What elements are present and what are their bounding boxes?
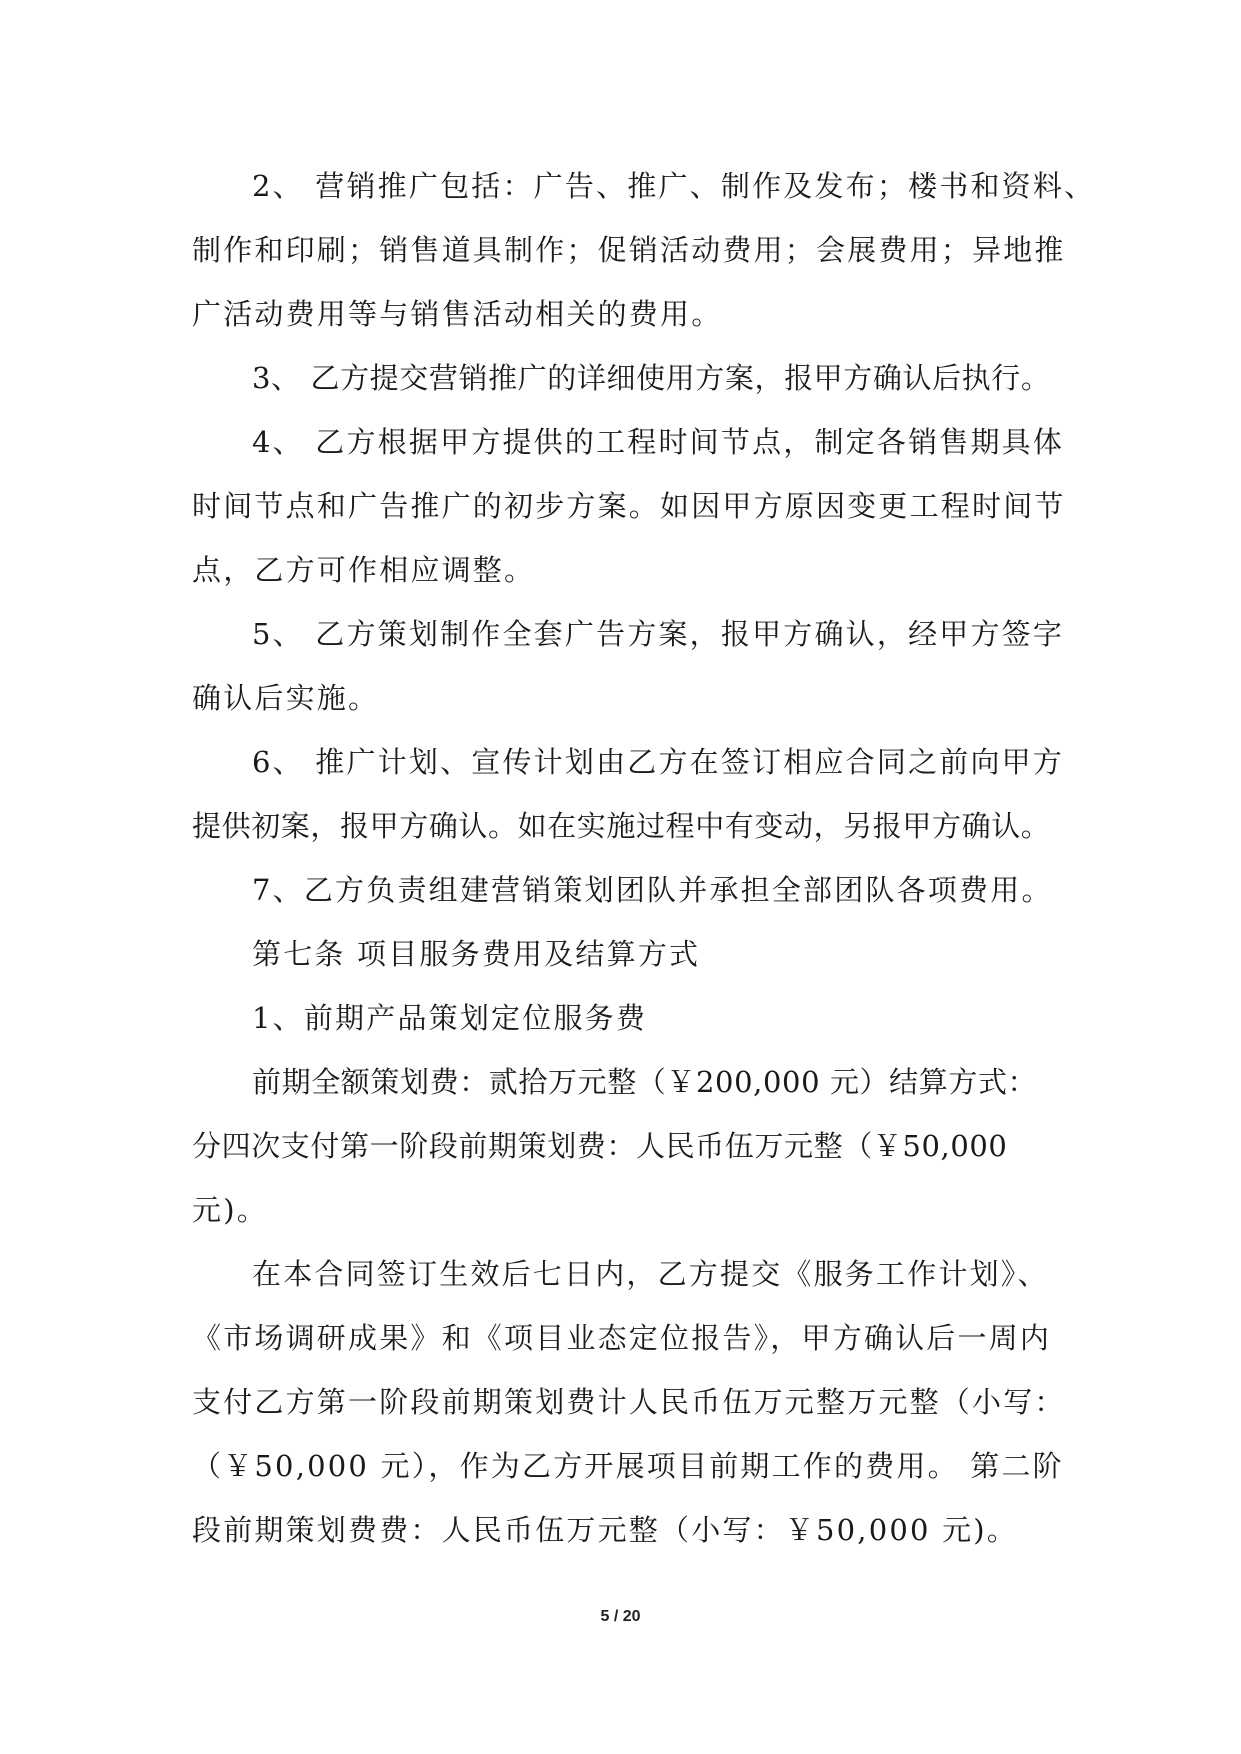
text-line: 制作和印刷；销售道具制作；促销活动费用；会展费用；异地推 <box>192 233 1066 267</box>
text-line: 5、 乙方策划制作全套广告方案，报甲方确认，经甲方签字 <box>252 617 1065 651</box>
text-line: 点，乙方可作相应调整。 <box>192 553 536 587</box>
text-line: 6、 推广计划、宣传计划由乙方在签订相应合同之前向甲方 <box>252 745 1065 779</box>
text-line: 广活动费用等与销售活动相关的费用。 <box>192 297 723 331</box>
text-line: 《市场调研成果》和《项目业态定位报告》，甲方确认后一周内 <box>192 1321 1052 1355</box>
text-line: 3、 乙方提交营销推广的详细使用方案，报甲方确认后执行。 <box>252 361 1051 395</box>
text-line: 元)。 <box>192 1193 268 1227</box>
text-line: 2、 营销推广包括：广告、推广、制作及发布；楼书和资料、 <box>252 169 1096 203</box>
text-line: 4、 乙方根据甲方提供的工程时间节点，制定各销售期具体 <box>252 425 1065 459</box>
text-line: 确认后实施。 <box>192 681 380 715</box>
document-body <box>192 154 1096 1562</box>
text-line: 时间节点和广告推广的初步方案。如因甲方原因变更工程时间节 <box>192 489 1066 523</box>
text-line: 7、乙方负责组建营销策划团队并承担全部团队各项费用。 <box>252 873 1053 907</box>
text-line: 前期全额策划费：贰拾万元整（￥200,000 元）结算方式： <box>252 1065 1038 1099</box>
text-line: 在本合同签订生效后七日内，乙方提交《服务工作计划》、 <box>252 1257 1049 1291</box>
text-line: 提供初案，报甲方确认。如在实施过程中有变动，另报甲方确认。 <box>192 809 1051 843</box>
section-heading: 第七条 项目服务费用及结算方式 <box>252 937 701 971</box>
text-line: 分四次支付第一阶段前期策划费：人民币伍万元整（￥50,000 <box>192 1129 1008 1163</box>
text-line: 段前期策划费费：人民币伍万元整（小写：￥50,000 元)。 <box>192 1513 1019 1547</box>
text-line: （￥50,000 元），作为乙方开展项目前期工作的费用。 第二阶 <box>192 1449 1064 1483</box>
subsection-heading: 1、前期产品策划定位服务费 <box>252 1001 648 1035</box>
text-line: 支付乙方第一阶段前期策划费计人民币伍万元整万元整（小写： <box>192 1385 1066 1419</box>
page-number: 5 / 20 <box>600 1608 641 1625</box>
